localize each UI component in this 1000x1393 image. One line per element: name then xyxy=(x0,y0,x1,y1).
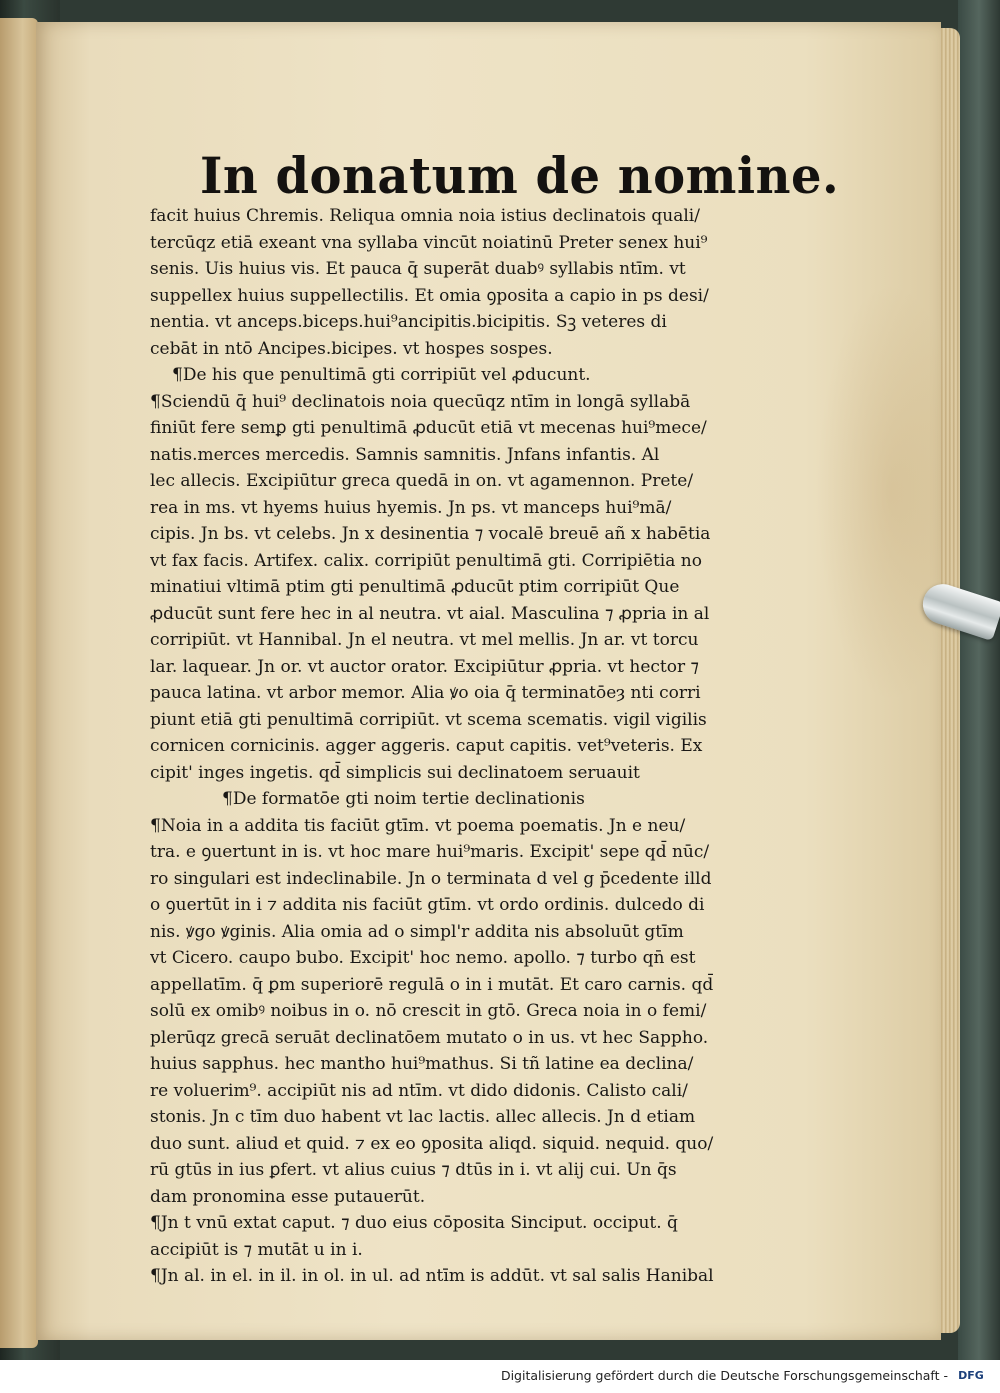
text-line: facit huius Chremis. Reliqua omnia noia istius declinatois quali/ xyxy=(150,206,700,226)
text-line: nis. ꝟgo ꝟginis. Alia omia ad o simpl'r addita nis absoluūt gtīm xyxy=(150,921,684,942)
text-line: ꝓducūt sunt fere hec in al neutra. vt aial. Masculina ⁊ ꝓpria in al xyxy=(150,603,710,624)
text-line: o ꝯuertūt in i ⁊ addita nis faciūt gtīm. vt ordo ordinis. dulcedo di xyxy=(150,895,705,915)
text-line: stonis. Jn c tīm duo habent vt lac lactis. allec allecis. Jn d etiam xyxy=(150,1107,696,1127)
text-line: ¶Noia in a addita tis faciūt gtīm. vt poema poematis. Jn e neu/ xyxy=(150,815,686,836)
page-title: In donatum de nomine. xyxy=(200,146,840,205)
facing-page-edge xyxy=(0,18,38,1348)
text-line: cornicen cornicinis. agger aggeris. caput capitis. vet⁹veteris. Ex xyxy=(150,736,703,756)
text-line: ro singulari est indeclinabile. Jn o terminata d vel g p̄cedente illd xyxy=(150,868,712,889)
text-line: lar. laquear. Jn or. vt auctor orator. Excipiūtur ꝓpria. vt hector ⁊ xyxy=(150,656,699,677)
text-line: lec allecis. Excipiūtur greca quedā in on. vt agamennon. Prete/ xyxy=(150,471,694,491)
text-line: natis.merces mercedis. Samnis samnitis. Jnfans infantis. Al xyxy=(150,444,660,465)
text-line: solū ex omibꝰ noibus in o. nō crescit in gtō. Greca noia in o femi/ xyxy=(150,1001,707,1021)
text-line: cebāt in ntō Ancipes.bicipes. vt hospes sospes. xyxy=(150,338,553,359)
digitization-credit: Digitalisierung gefördert durch die Deutsche Forschungsgemeinschaft - xyxy=(500,1368,948,1383)
footer-bar xyxy=(0,1360,1000,1393)
text-line: nentia. vt anceps.biceps.hui⁹ancipitis.bicipitis. Sꝫ veteres di xyxy=(150,312,667,332)
text-line: vt fax facis. Artifex. calix. corripiūt penultimā gti. Corripiētia no xyxy=(150,550,702,571)
text-line: suppellex huius suppellectilis. Et omia ꝯposita a capio in ps desi/ xyxy=(150,285,709,306)
text-line: pauca latina. vt arbor memor. Alia ꝟo oia q̄ terminatōeȝ nti corri xyxy=(150,683,701,703)
dfg-logo: DFG xyxy=(958,1369,984,1382)
text-line: plerūqz grecā seruāt declinatōem mutato o in us. vt hec Sappho. xyxy=(150,1027,709,1048)
text-line: huius sapphus. hec mantho hui⁹mathus. Si tñ latine ea declina/ xyxy=(150,1054,694,1074)
text-line: corripiūt. vt Hannibal. Jn el neutra. vt mel mellis. Jn ar. vt torcu xyxy=(150,630,699,650)
text-line: senis. Uis huius vis. Et pauca q̄ superāt duabꝰ syllabis ntīm. vt xyxy=(150,259,686,279)
text-line: vt Cicero. caupo bubo. Excipit' hoc nemo. apollo. ⁊ turbo qn̄ est xyxy=(150,948,696,968)
text-line: rea in ms. vt hyems huius hyemis. Jn ps. vt manceps hui⁹mā/ xyxy=(150,497,672,518)
text-line: tercūqz etiā exeant vna syllaba vincūt noiatinū Preter senex hui⁹ xyxy=(150,232,708,253)
text-line: dam pronomina esse putauerūt. xyxy=(150,1186,426,1207)
text-line: finiūt fere semꝑ gti penultimā ꝓducūt etiā vt mecenas hui⁹mece/ xyxy=(150,418,707,438)
page-stain xyxy=(816,282,966,702)
text-line: appellatīm. q̄ ꝑm superiorē regulā o in i mutāt. Et caro carnis. qd̄ xyxy=(150,974,714,995)
text-line: ¶Sciendū q̄ hui⁹ declinatois noia quecūqz ntīm in longā syllabā xyxy=(150,391,691,412)
text-line: piunt etiā gti penultimā corripiūt. vt scema scematis. vigil vigilis xyxy=(150,709,707,730)
text-line: tra. e ꝯuertunt in is. vt hoc mare hui⁹maris. Excipit' sepe qd̄ nūc/ xyxy=(150,842,710,862)
text-line: ¶Jn al. in el. in il. in ol. in ul. ad ntīm is addūt. vt sal salis Hanibal xyxy=(150,1266,714,1286)
text-line: cipis. Jn bs. vt celebs. Jn x desinentia ⁊ vocalē breuē añ x habētia xyxy=(150,524,711,544)
text-block xyxy=(150,203,750,1290)
text-line: cipit' inges ingetis. qd̄ simplicis sui declinatoem seruauit xyxy=(150,762,640,783)
text-line: re voluerim⁹. accipiūt nis ad ntīm. vt dido didonis. Calisto cali/ xyxy=(150,1080,688,1101)
section-heading: ¶De formatōe gti noim tertie declinationis xyxy=(222,789,585,809)
section-heading: ¶De his que penultimā gti corripiūt vel ꝓducunt. xyxy=(172,365,591,385)
text-line: rū gtūs in ius ꝑfert. vt alius cuius ⁊ dtūs in i. vt alij cui. Un q̄s xyxy=(150,1160,677,1180)
text-line: duo sunt. aliud et quid. ⁊ ex eo ꝯposita aliqd. siquid. nequid. quo/ xyxy=(150,1133,714,1154)
text-line: ¶Jn t vnū extat caput. ⁊ duo eius cōposita Sinciput. occiput. q̄ xyxy=(150,1213,678,1233)
text-line: minatiui vltimā ptim gti penultimā ꝓducūt ptim corripiūt Que xyxy=(150,577,680,597)
text-line: accipiūt is ⁊ mutāt u in i. xyxy=(150,1239,363,1260)
